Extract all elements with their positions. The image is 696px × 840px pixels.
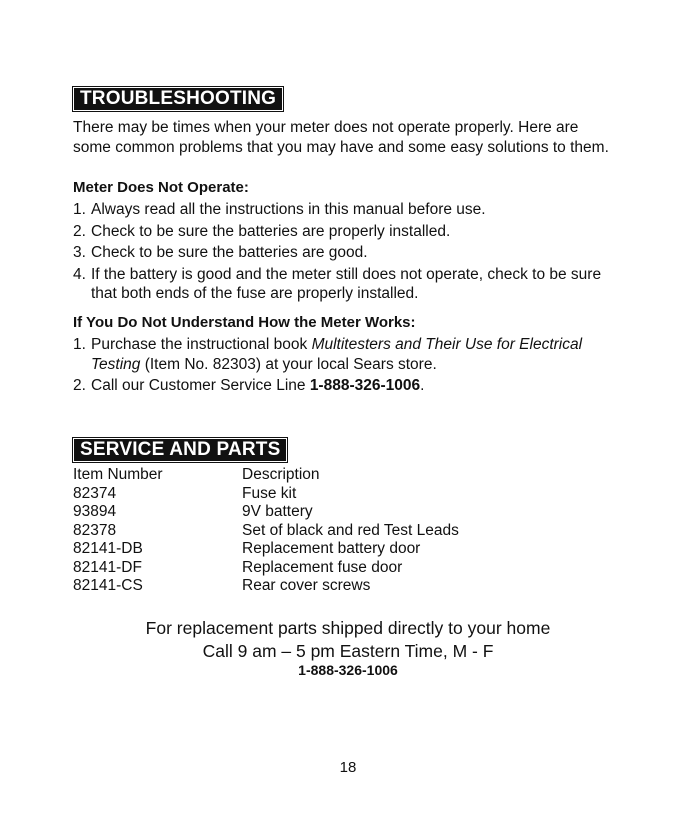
parts-table bbox=[73, 466, 459, 596]
list-item: 1. Always read all the instructions in this manual before use. bbox=[73, 201, 486, 218]
not-understand-list bbox=[73, 335, 618, 398]
list-item: 3. Check to be sure the batteries are good. bbox=[73, 244, 368, 261]
book-title: Multitesters and Their Use for Electrical Testing bbox=[91, 336, 583, 373]
table-row bbox=[73, 540, 459, 559]
service-parts-heading: SERVICE AND PARTS bbox=[72, 437, 288, 463]
column-header: Item Number bbox=[73, 466, 163, 483]
list-item: 1. Purchase the instructional book Multitesters and Their Use for Electrical Testing (Item No. 82303) at your local Sears store. bbox=[73, 336, 583, 373]
item-number: 93894 bbox=[73, 503, 117, 520]
item-number: 82141-DF bbox=[73, 558, 142, 576]
parts-phone-number: 1-888-326-1006 bbox=[298, 662, 398, 678]
item-description: Replacement fuse door bbox=[242, 558, 403, 576]
call-hours-line: Call 9 am – 5 pm Eastern Time, M - F bbox=[202, 641, 494, 661]
list-item: 2. Call our Customer Service Line 1-888-326-1006. bbox=[73, 377, 425, 394]
item-description: Rear cover screws bbox=[242, 577, 371, 594]
item-description: Fuse kit bbox=[242, 484, 297, 502]
column-header: Description bbox=[242, 466, 320, 483]
table-row bbox=[73, 485, 459, 504]
item-number: 82141-DB bbox=[73, 540, 143, 557]
table-row bbox=[73, 503, 459, 522]
customer-service-phone: 1-888-326-1006 bbox=[309, 377, 421, 394]
item-description: Replacement battery door bbox=[242, 540, 421, 557]
item-number: 82374 bbox=[73, 484, 117, 502]
table-row bbox=[73, 559, 459, 578]
table-row bbox=[73, 577, 459, 596]
troubleshooting-heading: TROUBLESHOOTING bbox=[72, 86, 284, 112]
not-understand-heading: If You Do Not Understand How the Meter Works: bbox=[73, 314, 416, 331]
item-description: Set of black and red Test Leads bbox=[242, 521, 459, 539]
item-description: 9V battery bbox=[242, 503, 313, 520]
page-number: 18 bbox=[339, 759, 357, 776]
troubleshooting-intro: There may be times when your meter does not operate properly. Here are some common problems that you may have and some easy solutions to them. bbox=[73, 119, 609, 156]
list-item: 2. Check to be sure the batteries are properly installed. bbox=[73, 222, 451, 240]
meter-not-operate-list bbox=[73, 200, 618, 306]
list-item: 4. If the battery is good and the meter still does not operate, check to be sure that both ends of the fuse are properly installed. bbox=[73, 265, 602, 302]
table-header-row bbox=[73, 466, 459, 485]
meter-not-operate-heading: Meter Does Not Operate: bbox=[73, 179, 249, 196]
table-row bbox=[73, 522, 459, 541]
replacement-parts-line: For replacement parts shipped directly to your home bbox=[145, 618, 551, 638]
item-number: 82141-CS bbox=[73, 577, 143, 594]
item-number: 82378 bbox=[73, 521, 117, 539]
